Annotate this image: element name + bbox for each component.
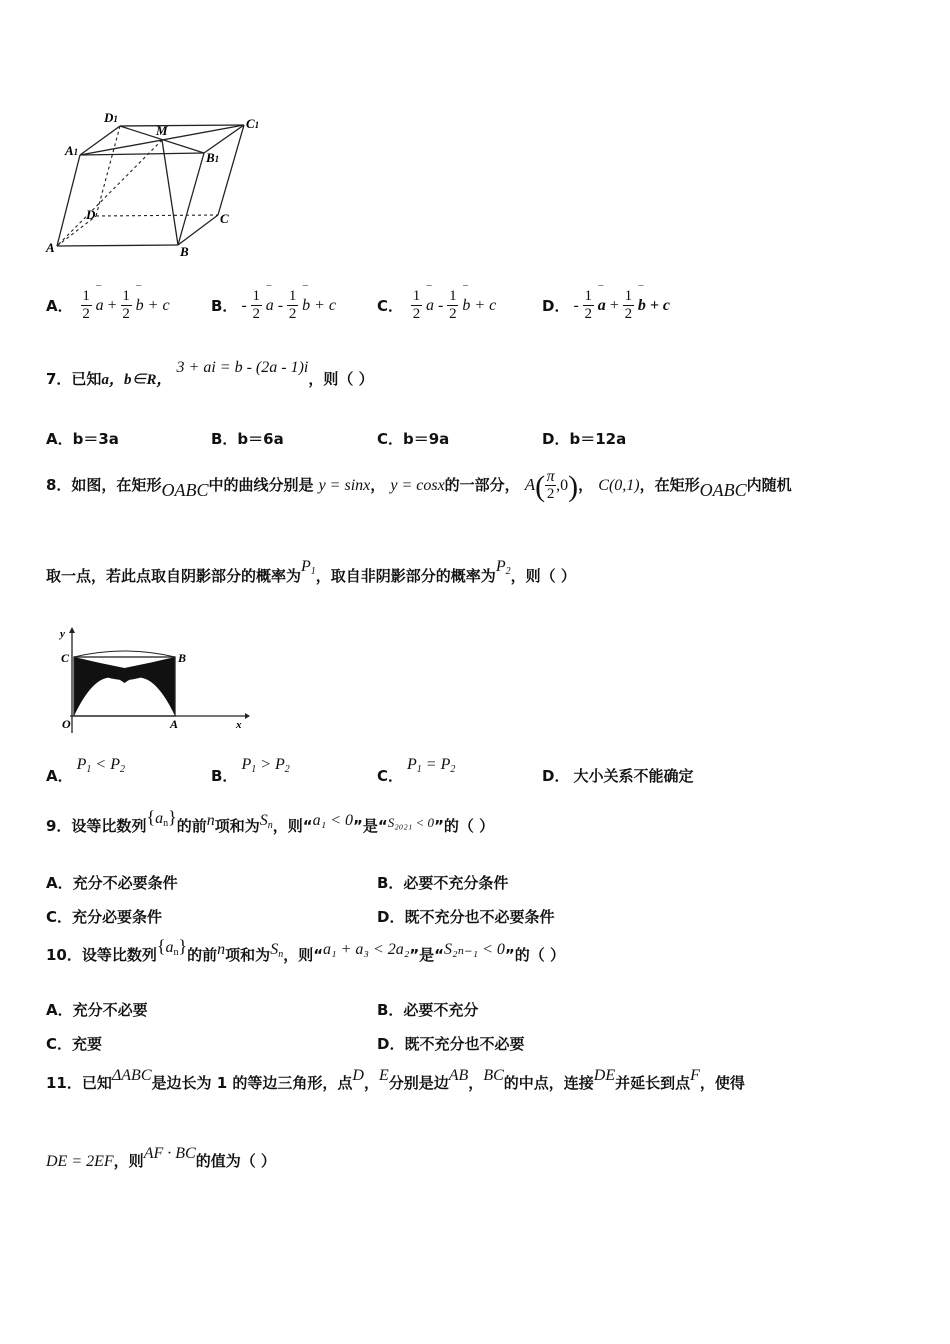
q10-option-d[interactable]: D．既不充分也不必要: [377, 1035, 525, 1053]
q8-option-b[interactable]: B． $P_1 > P_2$: [211, 756, 290, 785]
q7-option-a[interactable]: A．b＝3a: [46, 430, 119, 448]
svg-text:B1: B1: [206, 150, 220, 165]
label-d1: D: [104, 110, 114, 125]
q10-option-a[interactable]: A．充分不必要: [46, 1001, 148, 1019]
q6-option-a[interactable]: A． $\frac{1}{2}$ ‾ a + $\frac{1}{2}$ ‾ b + c: [46, 288, 170, 323]
q8-stem-line1: 8．如图，在矩形OABC中的曲线分别是 y = sinx， y = cosx的一部分， A( $\frac{\pi}{2}$ ,0)， C(0,1)，在矩形OABC内随机: [46, 468, 792, 503]
q10-option-b[interactable]: B．必要不充分: [377, 1001, 479, 1019]
svg-text:D1: D1: [104, 110, 118, 125]
q10-option-c[interactable]: C．充要: [46, 1035, 103, 1053]
parallelepiped-figure: [40, 108, 280, 268]
label-m: M: [156, 123, 168, 138]
q6-option-b[interactable]: B． - $\frac{1}{2}$ ‾ a - $\frac{1}{2}$ ‾ b + c: [211, 288, 336, 323]
fig-c: C: [61, 651, 70, 665]
fig-y: y: [60, 628, 65, 640]
q8-option-c[interactable]: C． $P_1 = P_2$: [377, 756, 456, 785]
label-a: A: [46, 240, 55, 255]
fig-x: x: [236, 719, 242, 731]
q7-option-c[interactable]: C．b＝9a: [377, 430, 450, 448]
fig-a: A: [170, 717, 179, 731]
svg-text:C1: C1: [246, 116, 260, 131]
label-b: B: [180, 244, 189, 259]
fig-b: B: [178, 651, 187, 665]
svg-text:A1: A1: [65, 143, 79, 158]
q8-stem-line2: 取一点，若此点取自阴影部分的概率为$P_1$，取自非阴影部分的概率为$P_2$，则（ ）: [46, 558, 576, 585]
q8-option-d[interactable]: D． 大小关系不能确定: [542, 767, 694, 785]
q6-option-d[interactable]: D． - $\frac{1}{2}$ ‾ a + $\frac{1}{2}$ ‾ b + c: [542, 288, 670, 323]
q9-option-b[interactable]: B．必要不充分条件: [377, 874, 509, 892]
label-d: D: [86, 207, 96, 222]
q9-option-c[interactable]: C．充分必要条件: [46, 908, 163, 926]
q11-stem-line2: DE = 2EF，则AF · BC的值为（ ）: [46, 1145, 276, 1170]
q7-option-d[interactable]: D．b＝12a: [542, 430, 627, 448]
label-b1: B: [206, 150, 215, 165]
label-a1: A: [65, 143, 74, 158]
q8-option-a[interactable]: A． $P_1 < P_2$: [46, 756, 125, 785]
q9-stem: 9．设等比数列$\{a_n\}$的前n项和为$S_n$，则“a₁ < 0”是“$^{S_{2021} < 0}$”的（ ）: [46, 807, 495, 835]
q11-stem-line1: 11．已知ΔABC是边长为 1 的等边三角形，点D，E分别是边AB，BC的中点，连接DE并延长到点F，使得: [46, 1067, 745, 1092]
q7-option-b[interactable]: B．b＝6a: [211, 430, 284, 448]
q9-option-a[interactable]: A．充分不必要条件: [46, 874, 178, 892]
fig-o: O: [62, 717, 71, 731]
q9-option-d[interactable]: D．既不充分也不必要条件: [377, 908, 555, 926]
label-c1: C: [246, 116, 255, 131]
q10-stem: 10．设等比数列$\{a_n\}$的前n项和为$S_n$，则“a₁ + a₃ < 2a₂”是“S₂ₙ₋₁ < 0”的（ ）: [46, 936, 565, 964]
q8-sincos-figure: [50, 625, 250, 735]
q6-option-c[interactable]: C． $\frac{1}{2}$ ‾ a - $\frac{1}{2}$ ‾ b + c: [377, 288, 496, 323]
q7-stem: 7．已知a，b∈R， 3 + ai = b - (2a - 1)i，则（ ）: [46, 359, 374, 388]
label-c: C: [220, 211, 229, 226]
